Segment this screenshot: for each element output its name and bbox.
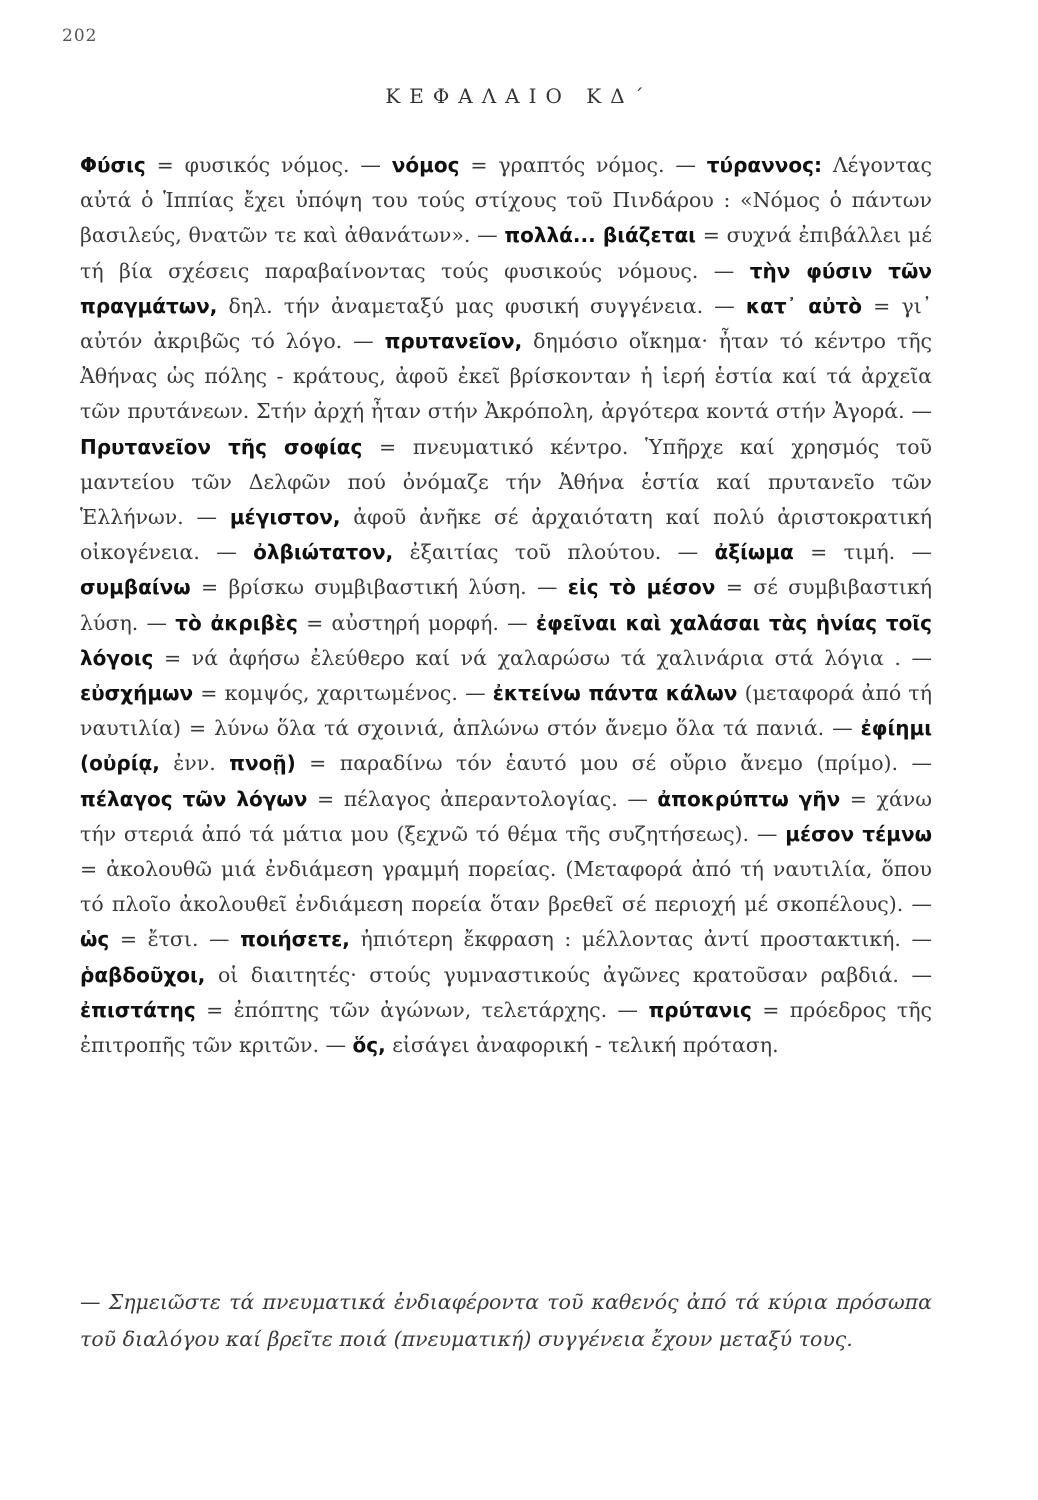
glossary-term: ποιήσετε, [240,927,350,952]
glossary-term: ῥαβδοῦχοι, [80,962,206,987]
glossary-term: ἐφίημι (οὐρίᾳ, [80,716,932,776]
glossary-term: ἐπιστάτης [80,997,196,1022]
glossary-definition: εἰσάγει ἀναφορική - τελική πρόταση. [385,1033,779,1058]
glossary-term: συμβαίνω [80,575,191,600]
glossary-term: ἀξίωμα [714,540,794,565]
glossary-term: πρύτανις [648,997,752,1022]
glossary-term: τὸ ἀκριβὲς [175,610,298,635]
glossary-definition: ἐνν. [159,751,230,776]
glossary-term: τὴν φύσιν τῶν πραγμάτων, [80,258,932,318]
glossary-term: μέγιστον, [229,505,341,530]
glossary-term: εἰς τὸ μέσον [567,575,716,600]
glossary-definition: = γραπτός νόμος. — [459,153,707,177]
glossary-term: πρυτανεῖον, [384,329,523,354]
glossary-term: κατ᾽ αὐτὸ [745,293,862,318]
glossary-definition: = γι᾽ αὐτόν ἀκριβῶς τό λόγο. — [80,293,932,354]
glossary-term: νόμος [391,153,460,177]
glossary-definition: = ἀκολουθῶ μιά ἐνδιάμεση γραμμή πορείας. (Μεταφορά ἀπό τή ναυτιλία, ὅπου τό πλοῖο ἀκολουθεῖ ἐνδιάμεση πορεία ὅταν βρεθεῖ σέ περιοχή μέ σκοπέλους). — [80,857,932,917]
glossary-definition: (μεταφορά ἀπό τή ναυτιλία) = λύνω ὅλα τά σχοινιά, ἁπλώνω στόν ἄνεμο ὅλα τά πανιά. — [80,681,932,741]
glossary-definition: = νά ἀφήσω ἐλεύθερο καί νά χαλαρώσω τά χαλινάρια στά λόγια . — [153,645,932,670]
glossary-definition: δηλ. τήν ἀναμεταξύ μας φυσική συγγένεια. — [217,293,746,318]
glossary-term: ἐφεῖναι καὶ χαλάσαι τὰς ἡνίας τοῖς λόγοις [80,610,932,670]
glossary-term: ἐκτείνω πάντα κάλων [492,681,738,706]
glossary-definition: = παραδίνω τόν ἑαυτό μου σέ οὔριο ἄνεμο (πρίμο). — [295,751,932,776]
glossary-definition: δημόσιο οἴκημα· ἦταν τό κέντρο τῆς Ἀθήνας ὡς πόλης - κράτους, ἀφοῦ ἐκεῖ βρίσκονταν ἡ ἱερή ἑστία καί τά ἀρχεῖα τῶν πρυτάνεων. Στήν ἀρχή ἦταν στήν Ἀκρόπολη, ἀργότερα κοντά στήν Ἀγορά. — [80,329,932,424]
glossary-paragraph [80,148,932,1063]
exercise-prompt: — Σημειῶστε τά πνευματικά ἐνδιαφέροντα τοῦ καθενός ἀπό τά κύρια πρόσωπα τοῦ διαλόγου καί βρεῖτε ποιά (πνευματική) συγγένεια ἔχουν μεταξύ τους. [80,1290,932,1351]
chapter-title: ΚΕΦΑΛΑΙΟ ΚΔ΄ [385,84,653,108]
glossary-definition: = αὐστηρή μορφή. — [297,610,536,635]
glossary-definition: = φυσικός νόμος. — [145,153,392,177]
glossary-definition: = ἐπόπτης τῶν ἀγώνων, τελετάρχης. — [195,997,649,1022]
glossary-definition: ἐξαιτίας τοῦ πλούτου. — [393,540,715,565]
glossary-term: ὡς [80,927,110,952]
glossary-term: πνοῇ) [229,751,296,776]
glossary-definition: = πέλαγος ἀπεραντολογίας. — [307,786,658,811]
glossary-definition: = τιμή. — [793,540,933,565]
glossary-term: τύραννος: [706,153,822,177]
glossary-definition: = συχνά ἐπιβάλλει μέ τή βία σχέσεις παραβαίνοντας τούς φυσικούς νόμους. — [80,223,932,283]
glossary-definition: οἱ διαιτητές· στούς γυμναστικούς ἀγῶνες κρατοῦσαν ραβδιά. — [205,962,932,987]
glossary-definition: ἠπιότερη ἔκφραση : μέλλοντας ἀντί προστακτική. — [349,927,932,952]
glossary-term: Πρυτανεῖον τῆς σοφίας [80,434,363,459]
page-number: 202 [62,26,98,46]
glossary-definition: = κομψός, χαριτωμένος. — [193,681,493,706]
glossary-term: πολλά... βιάζεται [504,223,696,248]
glossary-definition: = χάνω τήν στεριά ἀπό τά μάτια μου (ξεχνῶ τό θέμα τῆς συζητήσεως). — [80,786,932,846]
glossary-term: εὐσχήμων [80,681,194,706]
glossary-term: μέσον τέμνω [785,821,932,846]
glossary-definition: ἀφοῦ ἀνῆκε σέ ἀρχαιότατη καί πολύ ἀριστοκρατική οἰκογένεια. — [80,505,932,565]
glossary-definition: = ἔτσι. — [109,927,241,952]
glossary-definition: = βρίσκω συμβιβαστική λύση. — [190,575,568,600]
glossary-definition: Λέγοντας αὐτά ὁ Ἱππίας ἔχει ὑπόψη του τούς στίχους τοῦ Πινδάρου : «Νόμος ὁ πάντων βασιλεύς, θνατῶν τε καὶ ἀθανάτων». — [80,153,932,248]
glossary-definition: = πρόεδρος τῆς ἐπιτροπῆς τῶν κριτῶν. — [80,997,932,1058]
glossary-term: ὅς, [352,1033,386,1058]
glossary-definition: = πνευματικό κέντρο. Ὑπῆρχε καί χρησμός τοῦ μαντείου τῶν Δελφῶν πού ὀνόμαζε τήν Ἀθήνα ἑστία καί πρυτανεῖο τῶν Ἑλλήνων. — [80,434,933,530]
glossary-term: ἀποκρύπτω γῆν [657,786,841,811]
glossary-term: πέλαγος τῶν λόγων [80,786,308,811]
glossary-definition: = σέ συμβιβαστική λύση. — [80,575,932,635]
glossary-term: ὀλβιώτατον, [253,540,394,565]
glossary-term: Φύσις [80,153,146,177]
